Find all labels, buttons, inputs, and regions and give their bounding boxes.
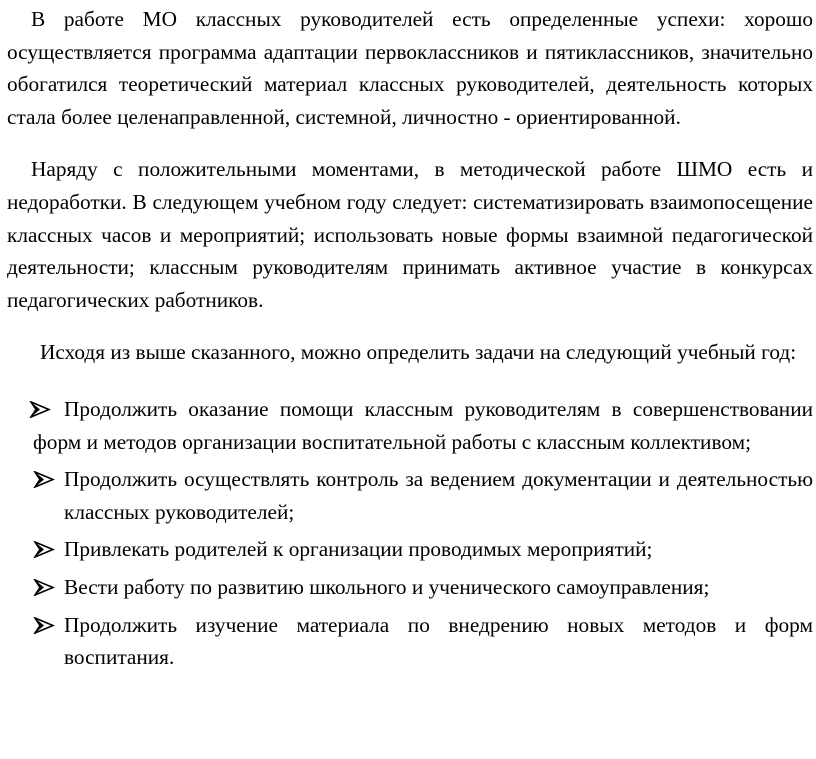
list-item-text: Продолжить оказание помощи классным руководителям в совершенствовании форм и методов организации воспитательной работы с классным коллективом; xyxy=(33,396,813,454)
arrowhead-bullet-icon xyxy=(33,571,59,603)
list-item xyxy=(7,609,813,674)
paragraph-shortcomings: Наряду с положительными моментами, в методической работе ШМО есть и недоработки. В следующем учебном году следует: систематизировать взаимопосещение классных часов и мероприятий; использовать новые формы взаимной педагогической деятельности; классным руководителям принимать активное участие в конкурсах педагогических работников. xyxy=(7,157,813,312)
list-item-text: Продолжить изучение материала по внедрению новых методов и форм воспитания. xyxy=(64,612,813,670)
list-item xyxy=(7,533,813,566)
tasks-list xyxy=(7,393,813,674)
arrowhead-bullet-icon xyxy=(33,609,59,641)
arrowhead-bullet-icon xyxy=(29,393,55,425)
arrowhead-bullet-icon xyxy=(33,463,59,495)
paragraph-tasks-intro: Исходя из выше сказанного, можно определить задачи на следующий учебный год: xyxy=(40,340,797,365)
paragraph-achievements: В работе МО классных руководителей есть определенные успехи: хорошо осуществляется программа адаптации первоклассников и пятиклассников, значительно обогатился теоретический материал классных руководителей, деятельность которых стала более целенаправленной, системной, личностно - ориентированной. xyxy=(7,7,813,129)
list-item-text: Вести работу по развитию школьного и ученического самоуправления; xyxy=(64,574,710,599)
list-item-text: Продолжить осуществлять контроль за ведением документации и деятельностью классных руководителей; xyxy=(64,467,813,524)
list-item-text: Привлекать родителей к организации проводимых мероприятий; xyxy=(64,537,653,562)
list-item xyxy=(7,571,813,604)
list-item xyxy=(7,463,813,528)
list-item xyxy=(7,393,813,458)
document-page xyxy=(7,3,813,679)
arrowhead-bullet-icon xyxy=(33,533,59,565)
